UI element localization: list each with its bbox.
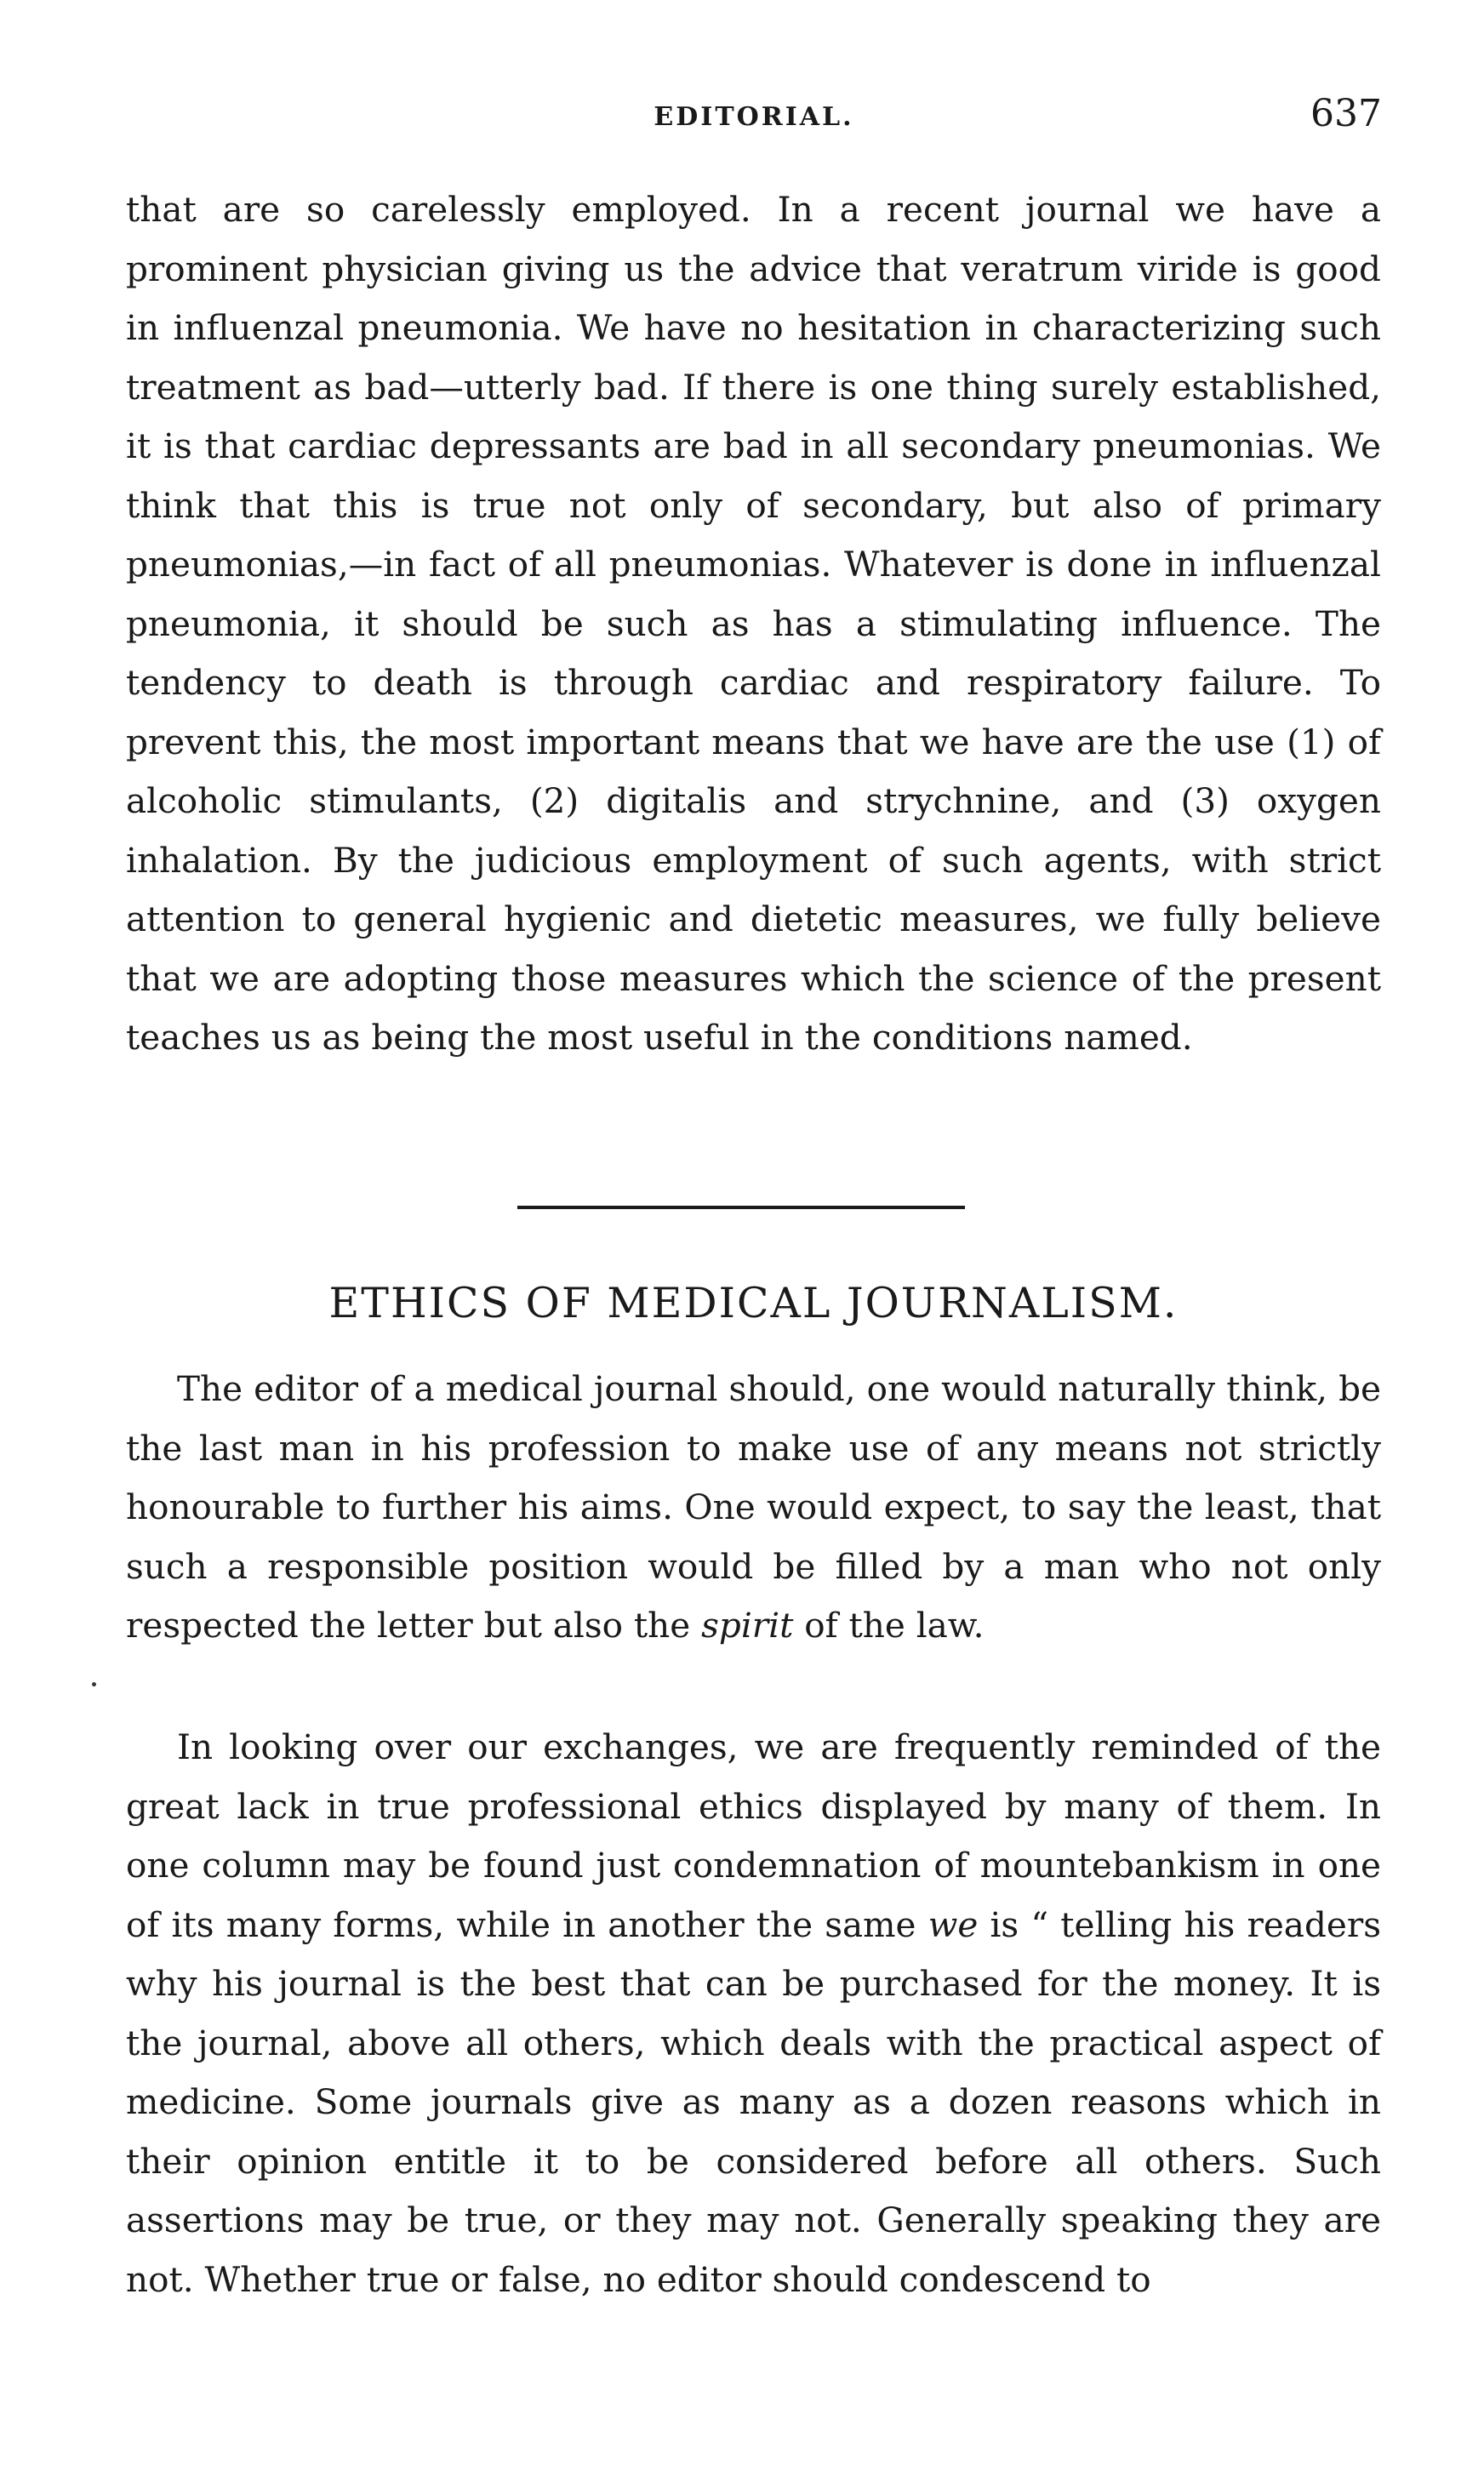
ethics-paragraph-2-text-end: is “ telling his readers why his journal is the best that can be purchased for the money. It is the journal, above all others, which deals with the practical aspect of medicine. Some journals give as many as a dozen reasons which in their opinion entitle it to be considered before all others. Such assertions may be true, or they may not. Generally speaking they are not. Whether true or false, no editor should condescend to: [126, 1903, 1381, 2300]
section-divider-rule: [517, 1206, 965, 1209]
continuation-paragraph: that are so carelessly employed. In a recent journal we have a prominent physician giving us the advice that veratrum viride is good in influenzal pneumonia. We have no hesitation in characterizing such treatment as bad—utterly bad. If there is one thing surely established, it is that cardiac depressants are bad in all secondary pneumonias. We think that this is true not only of secondary, but also of primary pneumonias,—in fact of all pneumonias. Whatever is done in influenzal pneumonia, it should be such as has a stimulating influence. The tendency to death is through cardiac and respiratory failure. To prevent this, the most important means that we have are the use (1) of alcoholic stimulants, (2) digitalis and strychnine, and (3) oxygen inhalation. By the judicious employment of such agents, with strict attention to general hygienic and dietetic measures, we fully believe that we are adopting those measures which the science of the present teaches us as being the most useful in the conditions named.: [126, 189, 1381, 1058]
ethics-paragraph-1: [126, 1360, 1381, 1656]
running-head: [126, 92, 1382, 143]
margin-speck: [92, 1682, 96, 1686]
ethics-paragraph-2-text: In looking over our exchanges, we are frequently reminded of the great lack in true professional ethics displayed by many of them. In one column may be found just condemnation of mountebankism in one of its many forms, while in another the same: [126, 1726, 1381, 1945]
page-number: 637: [1310, 92, 1382, 135]
running-title: EDITORIAL.: [654, 102, 854, 132]
ethics-paragraph-1-text: The editor of a medical journal should, one would naturally think, be the last man in his profession to make use of any means not strictly honourable to further his aims. One would expect, to say the least, that such a responsible position would be filled by a man who not only respected the letter but also the: [126, 1368, 1381, 1646]
ethics-paragraph-1-emphasis: spirit: [701, 1605, 794, 1646]
ethics-paragraph-2: [126, 1718, 1381, 2309]
ethics-paragraph-1-text-end: of the law.: [793, 1605, 985, 1646]
section-title: ETHICS OF MEDICAL JOURNALISM.: [328, 1279, 1179, 1327]
ethics-paragraph-2-emphasis: we: [928, 1903, 979, 1945]
